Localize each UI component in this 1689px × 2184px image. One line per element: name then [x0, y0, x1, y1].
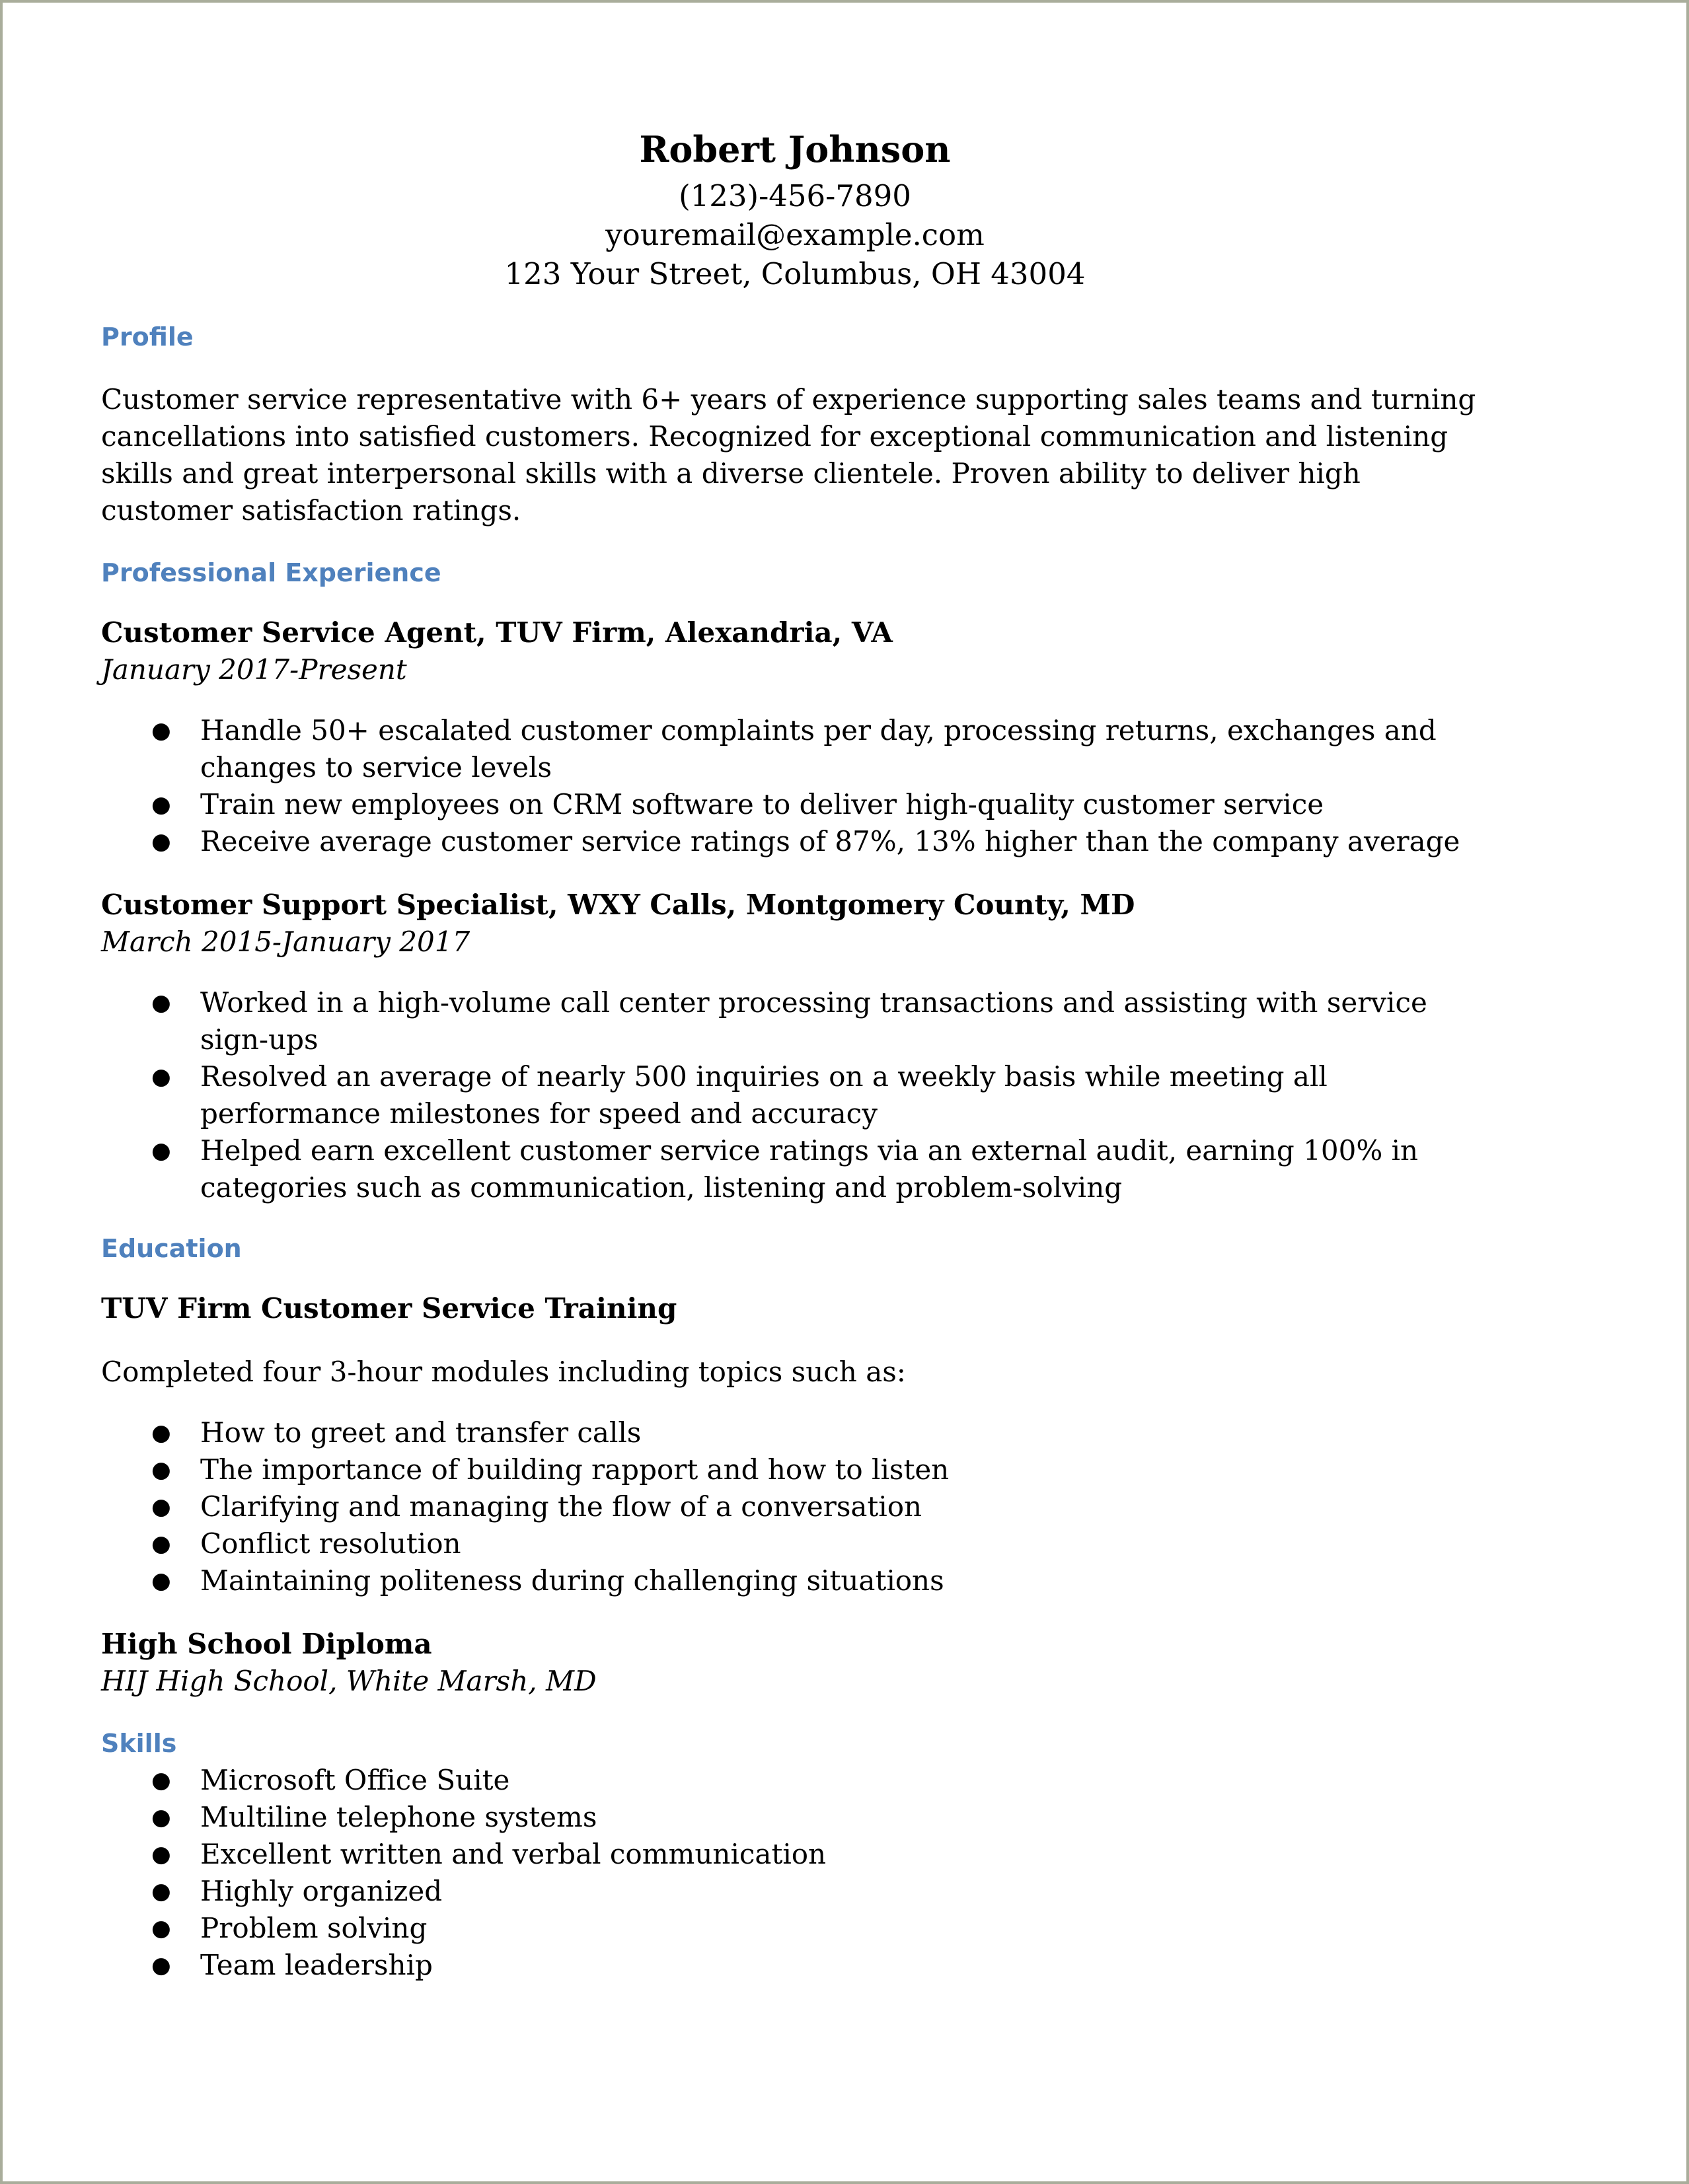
profile-heading: Profile [101, 322, 194, 351]
diploma-school: HIJ High School, White Marsh, MD [101, 1665, 597, 1697]
diploma-title: High School Diploma [101, 1628, 432, 1660]
bullet-icon: ● [151, 791, 171, 818]
street-address: 123 Your Street, Columbus, OH 43004 [504, 256, 1086, 291]
job-dates: March 2015-January 2017 [101, 926, 470, 958]
list-item: ● Microsoft Office Suite [101, 1762, 1489, 1799]
job-bullets [101, 712, 1489, 860]
bullet-icon: ● [151, 1878, 171, 1905]
list-item: ● Resolved an average of nearly 500 inquiries on a weekly basis while meeting all performance milestones for speed and accuracy [101, 1058, 1489, 1132]
job-dates: January 2017-Present [101, 653, 407, 686]
training-title: TUV Firm Customer Service Training [101, 1292, 677, 1325]
experience-heading: Professional Experience [101, 558, 441, 587]
list-item: ● Highly organized [101, 1873, 1489, 1910]
bullet-icon: ● [151, 990, 171, 1016]
job-entry [101, 614, 1489, 860]
list-item: ● Maintaining politeness during challenging situations [101, 1562, 1489, 1599]
bullet-icon: ● [151, 1457, 171, 1483]
bullet-icon: ● [151, 1494, 171, 1520]
resume-header [101, 122, 1489, 293]
list-item: ● Team leadership [101, 1947, 1489, 1984]
skills-heading: Skills [101, 1729, 177, 1758]
job-entry [101, 887, 1489, 1206]
bullet-icon: ● [151, 1952, 171, 1979]
training-bullets [101, 1414, 1489, 1599]
bullet-icon: ● [151, 828, 171, 855]
bullet-icon: ● [151, 1568, 171, 1594]
list-item: ● Clarifying and managing the flow of a conversation [101, 1488, 1489, 1525]
bullet-icon: ● [151, 1767, 171, 1794]
list-item: ● Multiline telephone systems [101, 1799, 1489, 1836]
list-item: ● The importance of building rapport and how to listen [101, 1451, 1489, 1488]
candidate-name: Robert Johnson [639, 128, 951, 170]
list-item: ● Receive average customer service ratings of 87%, 13% higher than the company average [101, 823, 1489, 860]
skills-list [101, 1762, 1489, 1984]
bullet-icon: ● [151, 1531, 171, 1557]
email-address: youremail@example.com [605, 217, 985, 252]
bullet-icon: ● [151, 717, 171, 744]
training-intro: Completed four 3-hour modules including topics such as: [101, 1356, 906, 1388]
list-item: ● Excellent written and verbal communication [101, 1836, 1489, 1873]
resume-page [101, 122, 1489, 1984]
bullet-icon: ● [151, 1064, 171, 1090]
bullet-icon: ● [151, 1420, 171, 1446]
job-title: Customer Service Agent, TUV Firm, Alexandria, VA [101, 616, 893, 649]
bullet-icon: ● [151, 1841, 171, 1868]
bullet-icon: ● [151, 1915, 171, 1942]
list-item: ● Handle 50+ escalated customer complaints per day, processing returns, exchanges and changes to service levels [101, 712, 1489, 786]
list-item: ● Train new employees on CRM software to deliver high-quality customer service [101, 786, 1489, 823]
list-item: ● Problem solving [101, 1910, 1489, 1947]
bullet-icon: ● [151, 1138, 171, 1164]
list-item: ● Helped earn excellent customer service ratings via an external audit, earning 100% in categories such as communication, listening and problem-solving [101, 1132, 1489, 1206]
job-bullets [101, 984, 1489, 1206]
education-heading: Education [101, 1234, 242, 1263]
job-title: Customer Support Specialist, WXY Calls, Montgomery County, MD [101, 889, 1135, 921]
phone-number: (123)-456-7890 [679, 178, 911, 213]
profile-text: Customer service representative with 6+ years of experience supporting sales teams and turning cancellations into satisfied customers. Recognized for exceptional communication and listening skills and great interpersonal skills with a diverse clientele. Proven ability to deliver high customer satisfaction ratings. [101, 383, 1476, 527]
list-item: ● Worked in a high-volume call center processing transactions and assisting with service sign-ups [101, 984, 1489, 1058]
list-item: ● Conflict resolution [101, 1525, 1489, 1562]
list-item: ● How to greet and transfer calls [101, 1414, 1489, 1451]
bullet-icon: ● [151, 1804, 171, 1831]
